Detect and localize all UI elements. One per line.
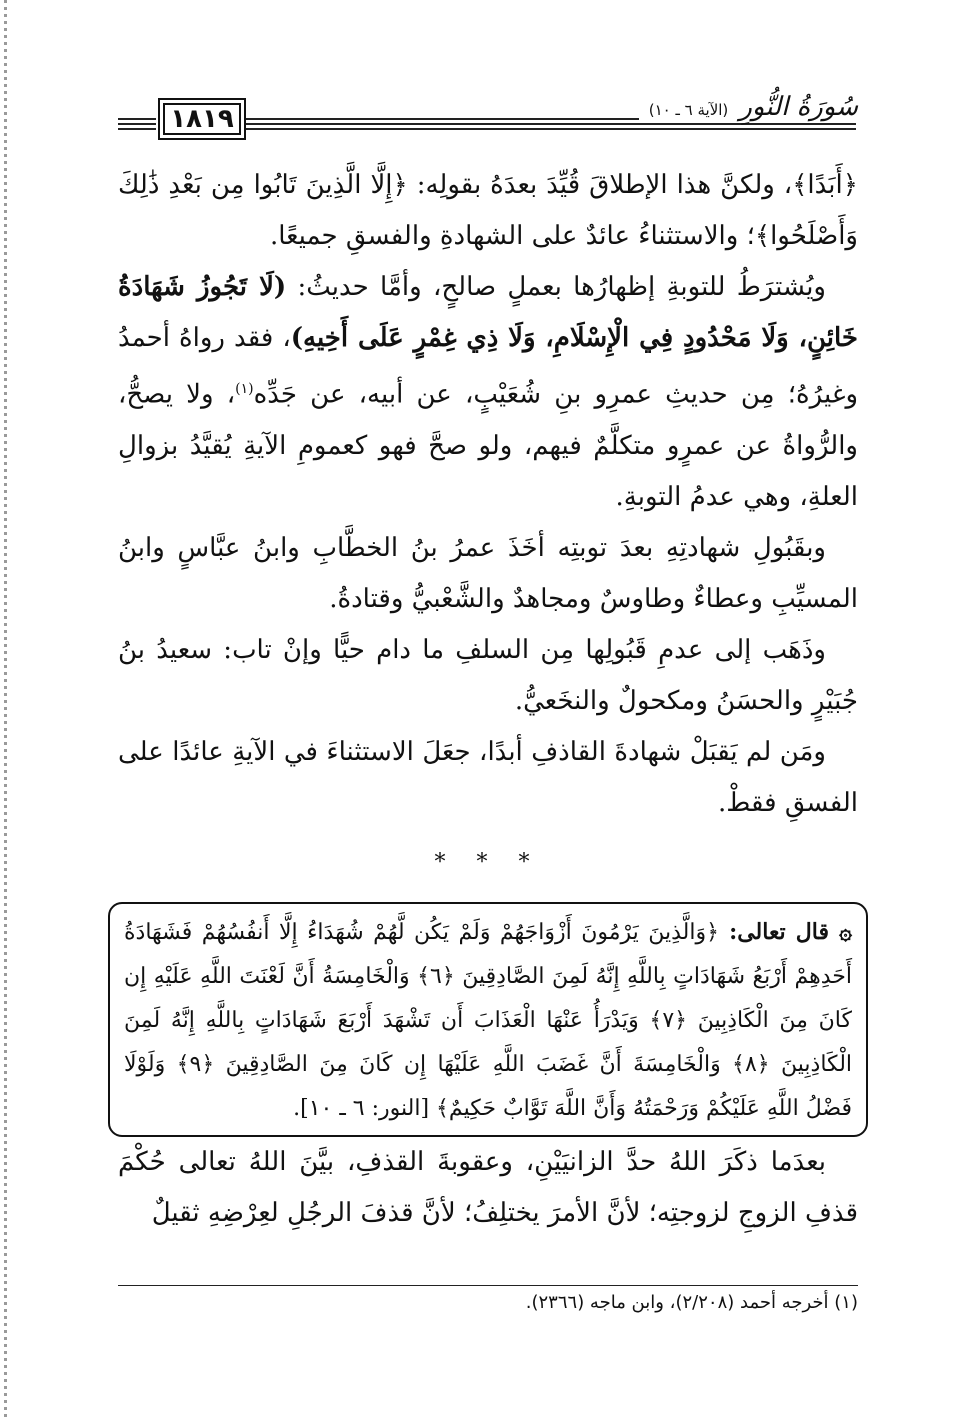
hadith-quote: (لَا تَجُوزُ شَهَادَةُ خَائِنٍ، وَلَا مَحْدُودٍ فِي الْإِسْلَامِ، وَلَا ذِي غِمْرٍ عَلَى أَخِيهِ) — [118, 272, 858, 353]
verse-text: ﴿وَالَّذِينَ يَرْمُونَ أَزْوَاجَهُمْ وَلَمْ يَكُن لَّهُمْ شُهَدَاءُ إِلَّا أَنفُسُهُمْ فَشَهَادَةُ أَحَدِهِمْ أَرْبَعُ شَهَادَاتٍ بِاللَّهِ إِنَّهُ لَمِنَ الصَّادِقِينَ ﴿٦﴾ وَالْخَامِسَةُ أَنَّ لَعْنَتَ اللَّهِ عَلَيْهِ إِن كَانَ مِنَ الْكَاذِبِينَ ﴿٧﴾ وَيَدْرَأُ عَنْهَا الْعَذَابَ أَن تَشْهَدَ أَرْبَعَ شَهَادَاتٍ بِاللَّهِ إِنَّهُ لَمِنَ الْكَاذِبِينَ ﴿٨﴾ وَالْخَامِسَةَ أَنَّ غَضَبَ اللَّهِ عَلَيْهَا إِن كَانَ مِنَ الصَّادِقِينَ ﴿٩﴾ وَلَوْلَا فَضْلُ اللَّهِ عَلَيْكُمْ وَرَحْمَتُهُ وَأَنَّ اللَّهَ تَوَّابٌ حَكِيمٌ﴾ — [124, 919, 853, 1121]
header-rule-left — [118, 118, 156, 133]
paragraph-6: بعدَما ذكَرَ اللهُ حدَّ الزانيَيْنِ، وعقوبةَ القذفِ، بيَّنَ اللهُ تعالى حُكْمَ قذفِ الزوجِ لزوجتِه؛ لأنَّ الأمرَ يختلِفُ؛ لأنَّ قذفَ الرجُلِ لعِرْضِهِ ثقيلٌ — [118, 1146, 858, 1228]
section-separator: * * * — [434, 849, 542, 875]
paragraph-2 — [118, 262, 858, 523]
paragraph-3: وبقَبُولِ شهادتِهِ بعدَ توبتِه أخَذَ عمرُ بنُ الخطَّابِ وابنُ عبَّاسٍ وابنُ المسيِّبِ وعطاءٌ وطاوسٌ ومجاهدٌ والشَّعْبيُّ وقتادةُ. — [118, 532, 858, 614]
footnote-divider — [118, 1285, 858, 1286]
page-header — [118, 92, 858, 138]
page-body — [118, 160, 858, 1239]
ayah-range: (الآية ٦ ـ ١٠) — [648, 101, 729, 119]
page-number: ١٨١٩ — [158, 98, 246, 140]
paragraph-4: وذَهَب إلى عدمِ قَبُولِها مِن السلفِ ما دام حيًّا وإنْ تاب: سعيدُ بنُ جُبَيْرٍ والحسَنُ ومكحولٌ والنخَعيُّ. — [118, 634, 858, 716]
sura-name: سُورَةُ النُّورِ — [739, 92, 858, 122]
scan-edge — [4, 0, 7, 1417]
paragraph-2-start: ويُشترَطُ للتوبةِ إظهارُها بعملٍ صالحٍ، وأمَّا حديثُ: — [286, 272, 826, 302]
footnote: (١) أخرجه أحمد (٢/٢٠٨)، وابن ماجه (٢٣٦٦). — [525, 1292, 858, 1313]
paragraph-1: ﴿أَبَدًا﴾، ولكنَّ هذا الإطلاقَ قُيِّدَ بعدَهُ بقولِه: ﴿إِلَّا الَّذِينَ تَابُوا مِن بَعْدِ ذَٰلِكَ وَأَصْلَحُوا﴾؛ والاستثناءُ عائدٌ على الشهادةِ والفسقِ جميعًا. — [118, 170, 858, 251]
quran-verse-box — [108, 902, 868, 1137]
verse-reference: [النور: ٦ ـ ١٠]. — [293, 1095, 437, 1121]
paragraph-5: ومَن لم يَقبَلْ شهادةَ القاذفِ أبدًا، جعَلَ الاستثناءَ في الآيةِ عائدًا على الفسقِ فقطْ. — [118, 736, 858, 818]
paragraph-2-end: ، ولا يصحُّ، والرُّواةُ عن عمرٍو متكلَّمٌ فيهم، ولو صحَّ فهو كعمومِ الآيةِ يُقيَّدُ بزوالِ العلةِ، وهي عدمُ التوبةِ. — [118, 379, 858, 512]
verse-intro: ۞ قال تعالى: — [718, 918, 852, 945]
footnote-ref[interactable]: (١) — [235, 381, 254, 397]
sura-title — [639, 92, 858, 122]
paragraph-2-mid: ، فقد رواهُ أحمدُ وغيرُهُ؛ مِن حديثِ عمرِو بنِ شُعَيْبٍ، عن أبيه، عن جَدِّه — [118, 323, 858, 410]
